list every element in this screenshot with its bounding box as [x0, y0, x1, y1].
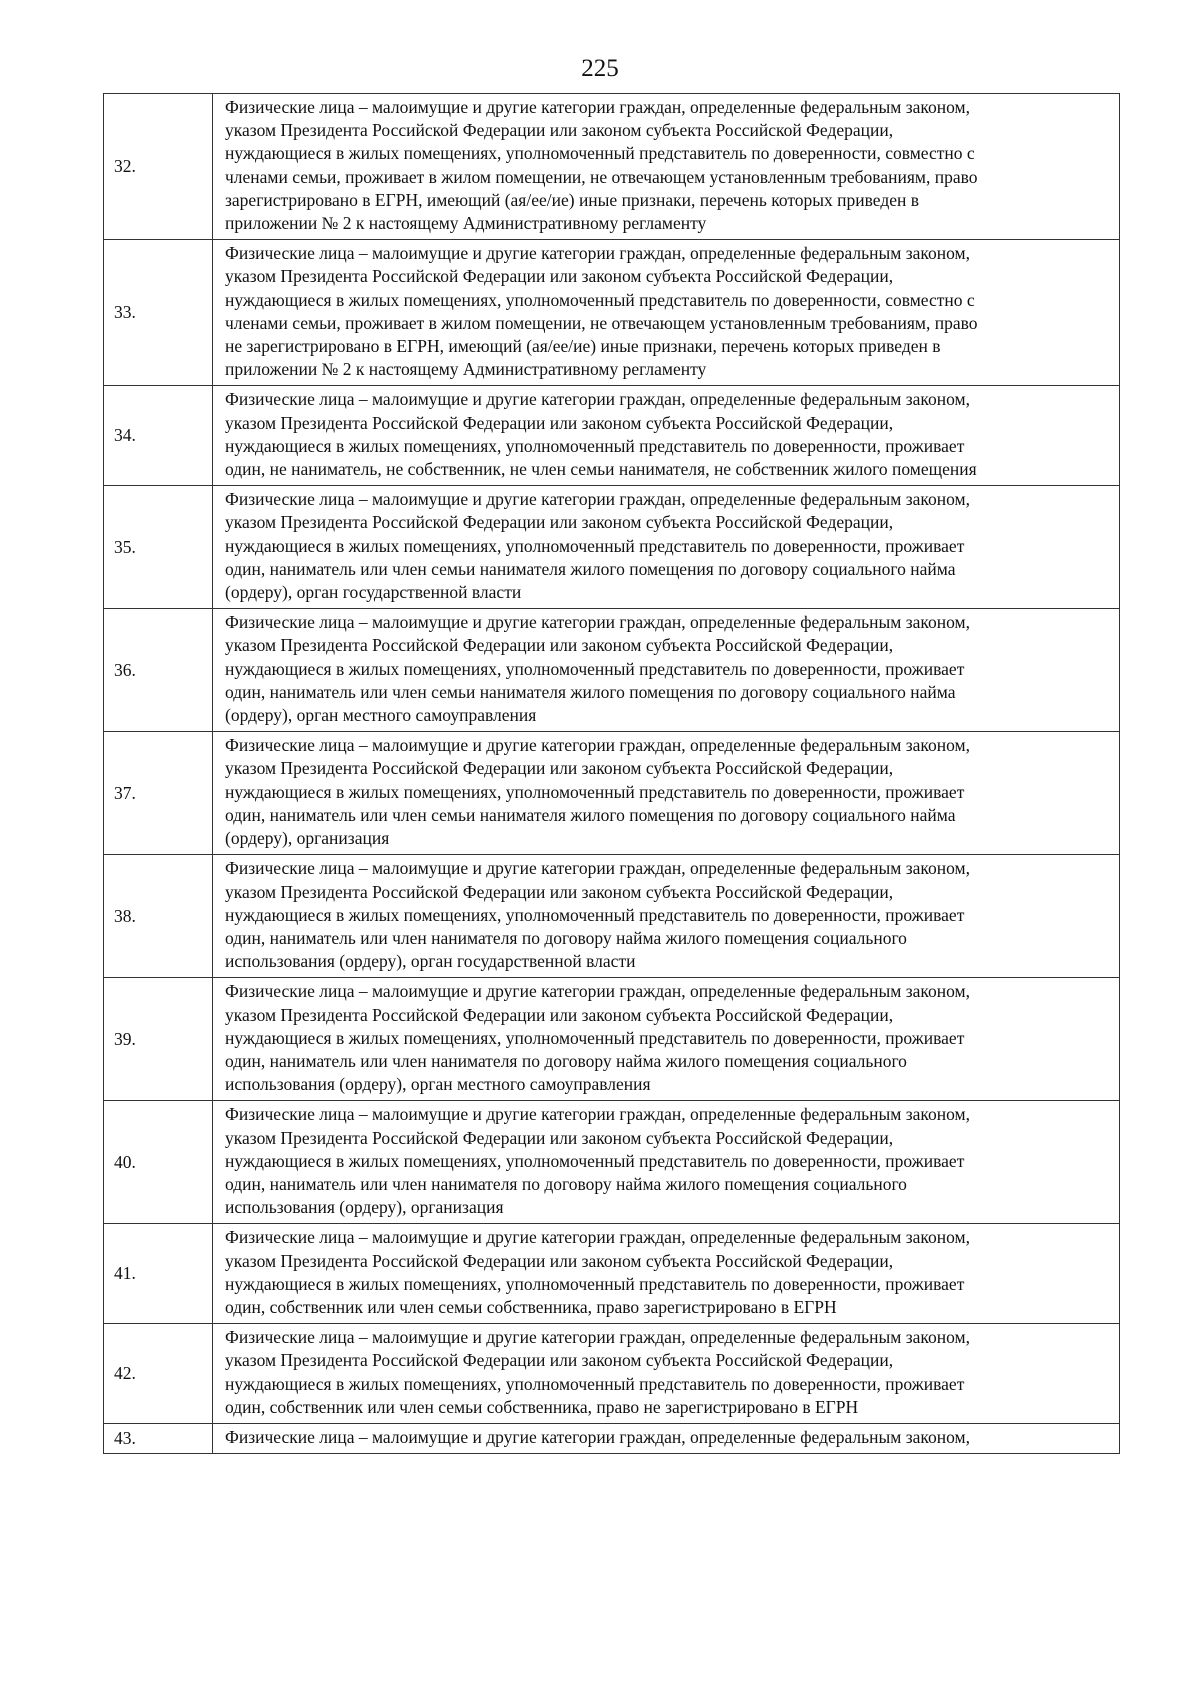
description-line: Физические лица – малоимущие и другие категории граждан, определенные федеральным законом, — [225, 1327, 970, 1348]
row-description — [213, 240, 1120, 386]
description-line: Физические лица – малоимущие и другие категории граждан, определенные федеральным законом, — [225, 1426, 970, 1447]
description-line: приложении № 2 к настоящему Административному регламенту — [225, 213, 707, 234]
description-line: указом Президента Российской Федерации или законом субъекта Российской Федерации, — [225, 635, 894, 656]
table-row — [104, 94, 1120, 240]
description-line: один, наниматель или член семьи нанимателя жилого помещения по договору социального найма — [225, 558, 956, 579]
row-number: 35. — [104, 486, 213, 609]
row-number: 43. — [104, 1423, 213, 1453]
row-description — [213, 1224, 1120, 1324]
description-line: один, собственник или член семьи собственника, право зарегистрировано в ЕГРН — [225, 1296, 837, 1317]
description-line: использования (ордеру), орган местного самоуправления — [225, 1074, 651, 1095]
description-line: нуждающиеся в жилых помещениях, уполномоченный представитель по доверенности, проживает — [225, 1027, 965, 1048]
row-number: 33. — [104, 240, 213, 386]
row-description — [213, 386, 1120, 486]
table-row — [104, 1324, 1120, 1424]
description-line: указом Президента Российской Федерации или законом субъекта Российской Федерации, — [225, 758, 894, 779]
table-row — [104, 1101, 1120, 1224]
row-description — [213, 1423, 1120, 1453]
description-line: один, наниматель или член нанимателя по договору найма жилого помещения социального — [225, 927, 907, 948]
description-line: указом Президента Российской Федерации или законом субъекта Российской Федерации, — [225, 1127, 894, 1148]
table-row — [104, 609, 1120, 732]
description-line: нуждающиеся в жилых помещениях, уполномоченный представитель по доверенности, совместно с — [225, 143, 975, 164]
description-line: членами семьи, проживает в жилом помещении, не отвечающем установленным требованиям, право — [225, 312, 978, 333]
applicant-categories-table — [103, 93, 1120, 1454]
table-row — [104, 240, 1120, 386]
description-line: Физические лица – малоимущие и другие категории граждан, определенные федеральным законом, — [225, 612, 970, 633]
table-row — [104, 732, 1120, 855]
description-line: Физические лица – малоимущие и другие категории граждан, определенные федеральным законом, — [225, 858, 970, 879]
description-line: нуждающиеся в жилых помещениях, уполномоченный представитель по доверенности, проживает — [225, 535, 965, 556]
row-number: 34. — [104, 386, 213, 486]
description-line: указом Президента Российской Федерации или законом субъекта Российской Федерации, — [225, 412, 894, 433]
description-line: один, собственник или член семьи собственника, право не зарегистрировано в ЕГРН — [225, 1396, 859, 1417]
description-line: один, наниматель или член семьи нанимателя жилого помещения по договору социального найма — [225, 681, 956, 702]
row-number: 42. — [104, 1324, 213, 1424]
description-line: использования (ордеру), организация — [225, 1197, 504, 1218]
description-line: указом Президента Российской Федерации или законом субъекта Российской Федерации, — [225, 1250, 894, 1271]
description-line: нуждающиеся в жилых помещениях, уполномоченный представитель по доверенности, проживает — [225, 1373, 965, 1394]
description-line: Физические лица – малоимущие и другие категории граждан, определенные федеральным законом, — [225, 97, 970, 117]
row-description — [213, 855, 1120, 978]
row-number: 36. — [104, 609, 213, 732]
row-description — [213, 486, 1120, 609]
description-line: использования (ордеру), орган государственной власти — [225, 951, 636, 972]
description-line: указом Президента Российской Федерации или законом субъекта Российской Федерации, — [225, 120, 894, 141]
table-row — [104, 386, 1120, 486]
row-description — [213, 1101, 1120, 1224]
description-line: Физические лица – малоимущие и другие категории граждан, определенные федеральным законом, — [225, 489, 970, 510]
description-line: членами семьи, проживает в жилом помещении, не отвечающем установленным требованиям, право — [225, 166, 978, 187]
description-line: Физические лица – малоимущие и другие категории граждан, определенные федеральным законом, — [225, 389, 970, 410]
row-number: 40. — [104, 1101, 213, 1224]
description-line: Физические лица – малоимущие и другие категории граждан, определенные федеральным законом, — [225, 243, 970, 264]
table-row — [104, 1224, 1120, 1324]
table-row — [104, 1423, 1120, 1453]
description-line: указом Президента Российской Федерации или законом субъекта Российской Федерации, — [225, 512, 894, 533]
description-line: (ордеру), орган государственной власти — [225, 582, 522, 603]
table-row — [104, 855, 1120, 978]
description-line: указом Президента Российской Федерации или законом субъекта Российской Федерации, — [225, 1004, 894, 1025]
row-description — [213, 732, 1120, 855]
row-number: 32. — [104, 94, 213, 240]
page-number: 225 — [581, 55, 619, 82]
description-line: нуждающиеся в жилых помещениях, уполномоченный представитель по доверенности, совместно с — [225, 289, 975, 310]
description-line: один, не наниматель, не собственник, не член семьи нанимателя, не собственник жилого помещения — [225, 459, 977, 480]
description-line: нуждающиеся в жилых помещениях, уполномоченный представитель по доверенности, проживает — [225, 435, 965, 456]
description-line: нуждающиеся в жилых помещениях, уполномоченный представитель по доверенности, проживает — [225, 1150, 965, 1171]
description-line: Физические лица – малоимущие и другие категории граждан, определенные федеральным законом, — [225, 1104, 970, 1125]
table-body — [104, 94, 1120, 1454]
row-number: 37. — [104, 732, 213, 855]
description-line: указом Президента Российской Федерации или законом субъекта Российской Федерации, — [225, 266, 894, 287]
description-line: зарегистрировано в ЕГРН, имеющий (ая/ее/ие) иные признаки, перечень которых приведен в — [225, 189, 920, 210]
row-number: 41. — [104, 1224, 213, 1324]
description-line: приложении № 2 к настоящему Административному регламенту — [225, 359, 707, 380]
table-row — [104, 486, 1120, 609]
description-line: (ордеру), орган местного самоуправления — [225, 705, 537, 726]
description-line: указом Президента Российской Федерации или законом субъекта Российской Федерации, — [225, 881, 894, 902]
description-line: (ордеру), организация — [225, 828, 390, 849]
row-number: 38. — [104, 855, 213, 978]
description-line: нуждающиеся в жилых помещениях, уполномоченный представитель по доверенности, проживает — [225, 781, 965, 802]
description-line: нуждающиеся в жилых помещениях, уполномоченный представитель по доверенности, проживает — [225, 1273, 965, 1294]
description-line: один, наниматель или член нанимателя по договору найма жилого помещения социального — [225, 1173, 907, 1194]
table-row — [104, 978, 1120, 1101]
row-description — [213, 978, 1120, 1101]
row-number: 39. — [104, 978, 213, 1101]
description-line: указом Президента Российской Федерации или законом субъекта Российской Федерации, — [225, 1350, 894, 1371]
description-line: один, наниматель или член нанимателя по договору найма жилого помещения социального — [225, 1050, 907, 1071]
description-line: нуждающиеся в жилых помещениях, уполномоченный представитель по доверенности, проживает — [225, 904, 965, 925]
row-description — [213, 1324, 1120, 1424]
description-line: один, наниматель или член семьи нанимателя жилого помещения по договору социального найма — [225, 804, 956, 825]
description-line: не зарегистрировано в ЕГРН, имеющий (ая/ее/ие) иные признаки, перечень которых приведен в — [225, 336, 941, 357]
row-description — [213, 94, 1120, 240]
description-line: Физические лица – малоимущие и другие категории граждан, определенные федеральным законом, — [225, 1227, 970, 1248]
description-line: нуждающиеся в жилых помещениях, уполномоченный представитель по доверенности, проживает — [225, 658, 965, 679]
description-line: Физические лица – малоимущие и другие категории граждан, определенные федеральным законом, — [225, 735, 970, 756]
row-description — [213, 609, 1120, 732]
description-line: Физические лица – малоимущие и другие категории граждан, определенные федеральным законом, — [225, 981, 970, 1002]
